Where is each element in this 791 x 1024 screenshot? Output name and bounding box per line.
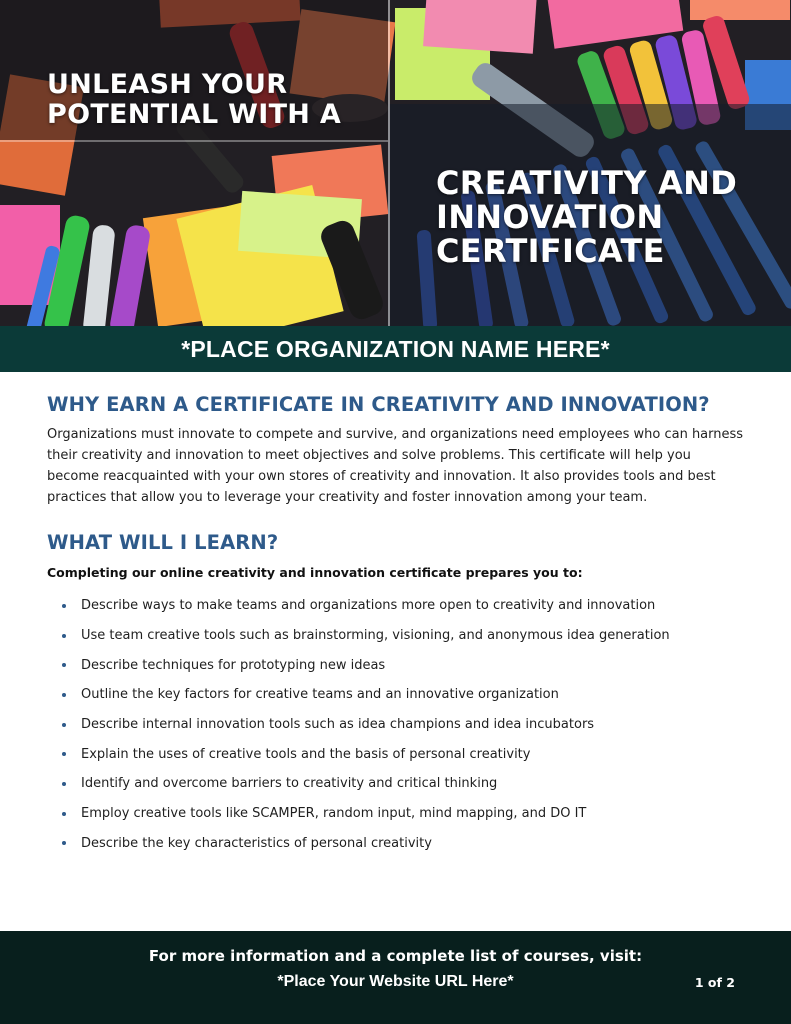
learn-heading: WHAT WILL I LEARN? <box>47 531 279 554</box>
list-item-text: Describe the key characteristics of personal creativity <box>81 835 432 851</box>
hero-divider-horizontal <box>0 140 388 142</box>
bullet-icon <box>62 841 66 845</box>
learn-lead: Completing our online creativity and innovation certificate prepares you to: <box>47 565 583 580</box>
list-item-text: Outline the key factors for creative teams and an innovative organization <box>81 687 559 703</box>
learning-outcomes-list <box>47 591 747 858</box>
hero-headline-line-2: POTENTIAL WITH A <box>47 99 342 130</box>
list-item <box>47 769 747 799</box>
bullet-icon <box>62 723 66 727</box>
list-item-text: Identify and overcome barriers to creativity and critical thinking <box>81 776 498 792</box>
list-item-text: Describe internal innovation tools such as idea champions and idea incubators <box>81 717 595 733</box>
bullet-icon <box>62 634 66 638</box>
list-item <box>47 710 747 740</box>
list-item <box>47 739 747 769</box>
certificate-title <box>436 166 737 268</box>
bullet-icon <box>62 782 66 786</box>
list-item <box>47 799 747 829</box>
certificate-title-line-1: CREATIVITY AND <box>436 164 738 202</box>
list-item <box>47 829 747 859</box>
bullet-icon <box>62 663 66 667</box>
why-paragraph: Organizations must innovate to compete and survive, and organizations need employees who can harness their creativity and innovation to meet objectives and solve problems. This certificate will help you become reacquainted with your own stores of creativity and innovation. It also provides tools and best practices that allow you to leverage your creativity and foster innovation among your team. <box>47 427 744 505</box>
bullet-icon <box>62 812 66 816</box>
hero-headline-line-1: UNLEASH YOUR <box>47 69 288 100</box>
list-item <box>47 650 747 680</box>
list-item-text: Describe techniques for prototyping new ideas <box>81 657 386 673</box>
list-item <box>47 591 747 621</box>
hero-banner <box>0 0 791 326</box>
organization-name: *PLACE ORGANIZATION NAME HERE* <box>181 335 610 362</box>
certificate-title-line-3: CERTIFICATE <box>436 232 665 270</box>
hero-divider-vertical <box>388 0 390 326</box>
organization-band <box>0 326 791 372</box>
list-item <box>47 680 747 710</box>
list-item-text: Employ creative tools like SCAMPER, random input, mind mapping, and DO IT <box>81 806 587 822</box>
footer-info-text: For more information and a complete list of courses, visit: <box>148 947 643 965</box>
list-item <box>47 621 747 651</box>
why-heading: WHY EARN A CERTIFICATE IN CREATIVITY AND INNOVATION? <box>47 393 710 416</box>
certificate-title-line-2: INNOVATION <box>436 198 664 236</box>
bullet-icon <box>62 693 66 697</box>
list-item-text: Describe ways to make teams and organizations more open to creativity and innovation <box>81 598 656 614</box>
website-url[interactable]: *Place Your Website URL Here* <box>277 973 514 990</box>
bullet-icon <box>62 752 66 756</box>
hero-headline <box>47 70 341 130</box>
main-content <box>47 392 747 858</box>
list-item-text: Use team creative tools such as brainstorming, visioning, and anonymous idea generation <box>81 628 670 644</box>
page-number: 1 of 2 <box>694 975 735 990</box>
list-item-text: Explain the uses of creative tools and the basis of personal creativity <box>81 746 531 762</box>
footer <box>0 931 791 1024</box>
bullet-icon <box>62 604 66 608</box>
